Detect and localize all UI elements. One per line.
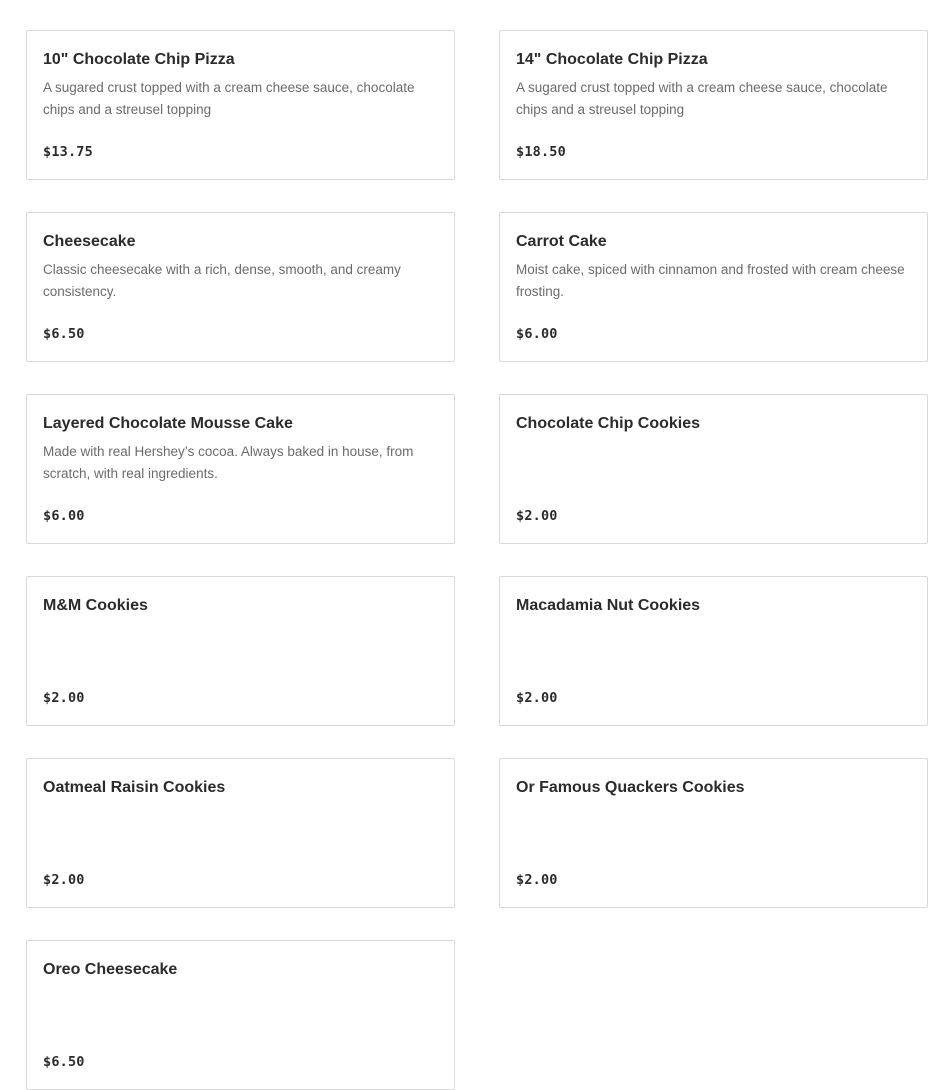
item-name: Or Famous Quackers Cookies (516, 779, 745, 796)
menu-item-card[interactable] (499, 394, 928, 544)
menu-item-card[interactable] (26, 394, 455, 544)
item-description: Moist cake, spiced with cinnamon and frosted with cream cheese frosting. (516, 262, 905, 299)
item-name: 10" Chocolate Chip Pizza (43, 51, 235, 68)
item-price: $2.00 (43, 872, 85, 888)
menu-item-card[interactable] (499, 212, 928, 362)
item-name: Cheesecake (43, 233, 136, 250)
item-price: $6.50 (43, 326, 85, 342)
item-name: 14" Chocolate Chip Pizza (516, 51, 708, 68)
item-description: A sugared crust topped with a cream cheese sauce, chocolate chips and a streusel topping (43, 80, 415, 117)
item-price: $2.00 (43, 690, 85, 706)
menu-item-card[interactable] (499, 30, 928, 180)
item-name: Carrot Cake (516, 233, 607, 250)
item-price: $6.50 (43, 1054, 85, 1070)
item-price: $2.00 (516, 690, 558, 706)
item-name: Oreo Cheesecake (43, 961, 178, 978)
item-price: $2.00 (516, 508, 558, 524)
item-price: $18.50 (516, 144, 566, 160)
menu-item-card[interactable] (26, 212, 455, 362)
item-name: Macadamia Nut Cookies (516, 597, 701, 614)
menu-item-card[interactable] (499, 758, 928, 908)
item-description: Made with real Hershey’s cocoa. Always baked in house, from scratch, with real ingredients. (43, 444, 414, 481)
item-description: Classic cheesecake with a rich, dense, smooth, and creamy consistency. (43, 262, 401, 299)
menu-item-card[interactable] (499, 576, 928, 726)
item-name: Oatmeal Raisin Cookies (43, 779, 226, 796)
item-description: A sugared crust topped with a cream cheese sauce, chocolate chips and a streusel topping (516, 80, 888, 117)
item-price: $2.00 (516, 872, 558, 888)
item-name: Layered Chocolate Mousse Cake (43, 415, 293, 432)
item-price: $13.75 (43, 144, 93, 160)
menu-item-grid (26, 30, 928, 1090)
menu-item-card[interactable] (26, 576, 455, 726)
menu-item-card[interactable] (26, 30, 455, 180)
item-price: $6.00 (516, 326, 558, 342)
item-price: $6.00 (43, 508, 85, 524)
item-name: Chocolate Chip Cookies (516, 415, 701, 432)
menu-item-card[interactable] (26, 758, 455, 908)
item-name: M&M Cookies (43, 597, 148, 614)
menu-item-card[interactable] (26, 940, 455, 1090)
